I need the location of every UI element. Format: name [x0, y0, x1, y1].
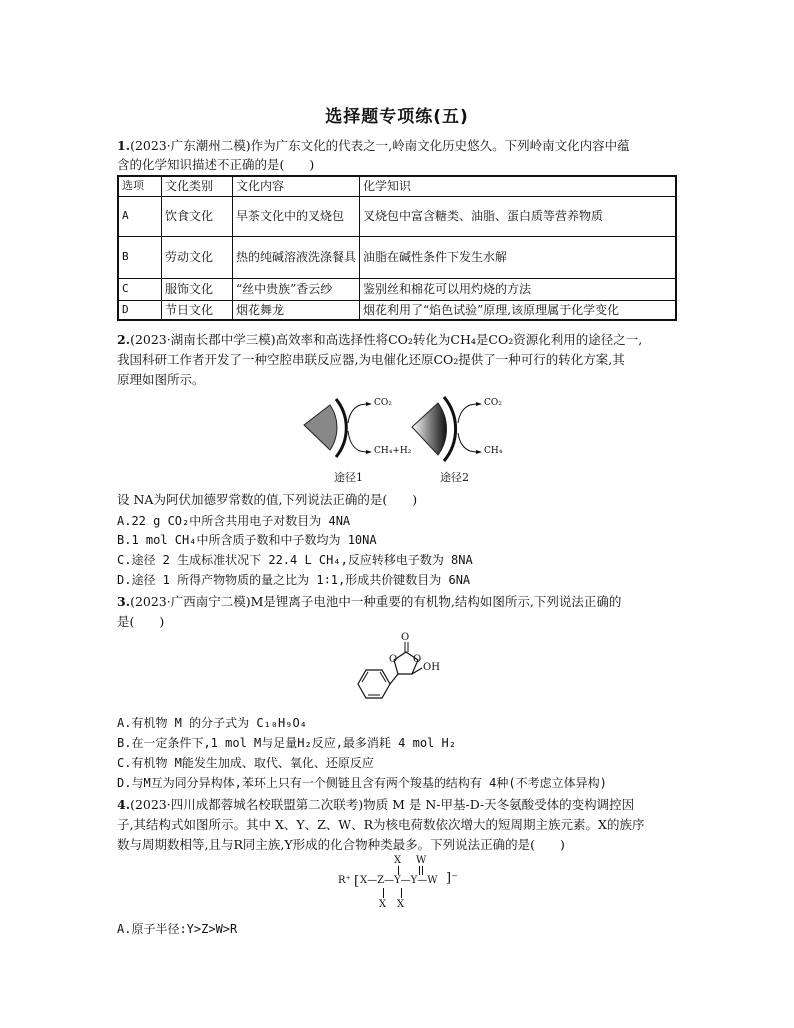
path1-caption: 途径1	[334, 471, 363, 484]
q4-stem-line1	[117, 795, 683, 815]
q1-row-d-content: 烟花舞龙	[233, 300, 360, 320]
q1-row-b-content: 热的纯碱溶液洗涤餐具	[233, 236, 360, 278]
q3-number: 3.	[117, 594, 131, 609]
path1-co2-label: CO₂	[374, 398, 392, 408]
q4-stem-text1: (2023·四川成都蓉城名校联盟第二次联考)物质 M 是 N-甲基-D-天冬氨酸受体的变构调控因	[130, 797, 635, 812]
q2-question-stem: 设 NA为阿伏加德罗常数的值,下列说法正确的是( )	[117, 492, 418, 507]
q4-top-x: X	[394, 855, 402, 866]
q1-header-option: 选项	[118, 176, 162, 196]
q1-header-knowledge: 化学知识	[360, 176, 677, 196]
q1-number: 1.	[117, 138, 131, 153]
q2-option-b[interactable]: B.1 mol CH₄中所含质子数和中子数均为 10NA	[117, 533, 377, 547]
path2-arrow-down	[458, 433, 476, 452]
q1-stem-text1: (2023·广东潮州二模)作为广东文化的代表之一,岭南文化历史悠久。下列岭南文化内容中蕴	[130, 138, 630, 153]
q1-row-a-category: 饮食文化	[162, 196, 233, 236]
q2-stem-line1	[117, 330, 683, 350]
path1-arrow-up	[348, 404, 366, 423]
q4-bottom-x1: X	[379, 899, 387, 910]
table-row	[118, 236, 676, 278]
q1-table-header	[118, 176, 676, 196]
q1-table	[117, 175, 677, 321]
q1-stem-line2: 含的化学知识描述不正确的是( )	[117, 157, 315, 172]
q2-option-c[interactable]: C.途径 2 生成标准状况下 22.4 L CH₄,反应转移电子数为 8NA	[117, 553, 473, 567]
q1-header-content: 文化内容	[233, 176, 360, 196]
path2-product-label: CH₄	[484, 446, 503, 456]
q3-option-a[interactable]: A.有机物 M 的分子式为 C₁₀H₉O₄	[117, 716, 307, 730]
q2-reactor-figure	[290, 395, 530, 490]
q1-row-a-option: A	[118, 196, 162, 236]
q1-row-c-category: 服饰文化	[162, 278, 233, 300]
path1-cavity-arc	[336, 399, 346, 457]
q1-row-b-category: 劳动文化	[162, 236, 233, 278]
q1-row-c-option: C	[118, 278, 162, 300]
q3-stem-line2: 是( )	[117, 614, 165, 629]
table-row	[118, 300, 676, 320]
q4-stem-line3: 数与周期数相等,且与R同主族,Y形成的化合物种类最多。下列说法正确的是( )	[117, 837, 565, 852]
q1-row-c-content: “丝中贵族”香云纱	[233, 278, 360, 300]
path2-caption: 途径2	[440, 471, 469, 484]
q4-top-w: W	[416, 855, 427, 866]
q3-option-b[interactable]: B.在一定条件下,1 mol M与足量H₂反应,最多消耗 4 mol H₂	[117, 736, 456, 750]
q2-option-d[interactable]: D.途径 1 所得产物物质的量之比为 1∶1,形成共价键数目为 6NA	[117, 573, 471, 587]
path1-product-label: CH₄+H₂	[374, 446, 412, 456]
q2-option-a[interactable]: A.22 g CO₂中所含共用电子对数目为 4NA	[117, 514, 351, 528]
q1-row-b-option: B	[118, 236, 162, 278]
q4-structure-formula	[338, 855, 468, 915]
q2-number: 2.	[117, 332, 131, 347]
q3-stem-line1	[117, 592, 683, 612]
q1-row-b-knowledge: 油脂在碱性条件下发生水解	[360, 236, 677, 278]
q4-chain: X—Z—Y—Y—W	[360, 875, 438, 886]
q4-stem-line2: 子,其结构式如图所示。其中 X、Y、Z、W、R为核电荷数依次增大的短周期主族元素。X的族序	[117, 817, 645, 832]
path1-catalyst-shape	[304, 405, 337, 450]
q3-structure-figure	[350, 632, 460, 710]
q1-row-d-category: 节日文化	[162, 300, 233, 320]
path2-co2-label: CO₂	[484, 398, 502, 408]
table-row	[118, 278, 676, 300]
q1-row-a-knowledge: 叉烧包中富含糖类、油脂、蛋白质等营养物质	[360, 196, 677, 236]
q3-option-c[interactable]: C.有机物 M能发生加成、取代、氧化、还原反应	[117, 756, 374, 770]
q1-row-d-option: D	[118, 300, 162, 320]
q3-stem-text1: (2023·广西南宁二模)M是锂离子电池中一种重要的有机物,结构如图所示,下列说法正确的	[130, 594, 622, 609]
q4-bottom-x2: X	[397, 899, 405, 910]
q3-ring-oxygen-left: O	[389, 654, 398, 665]
q2-stem-line3: 原理如图所示。	[117, 372, 205, 387]
q1-stem-line1	[117, 136, 683, 156]
path2-catalyst-shape	[412, 403, 447, 455]
table-row	[118, 196, 676, 236]
q3-option-d[interactable]: D.与M互为同分异构体,苯环上只有一个侧链且含有两个羧基的结构有 4种(不考虑立体异构)	[117, 776, 607, 790]
page-title: 选择题专项练(五)	[325, 107, 469, 127]
q2-stem-line2: 我国科研工作者开发了一种空腔串联反应器,为电催化还原CO₂提供了一种可行的转化方案,其	[117, 352, 625, 367]
q3-carbonyl-oxygen: O	[401, 632, 410, 643]
q4-bracket-close: ]⁻	[446, 871, 458, 886]
q4-number: 4.	[117, 797, 131, 812]
q1-header-category: 文化类别	[162, 176, 233, 196]
path2-arrow-up	[458, 404, 476, 423]
q1-row-d-knowledge: 烟花利用了“焰色试验”原理,该原理属于化学变化	[360, 300, 677, 320]
q1-row-c-knowledge: 鉴别丝和棉花可以用灼烧的方法	[360, 278, 677, 300]
q4-option-a[interactable]: A.原子半径:Y>Z>W>R	[117, 922, 238, 936]
q4-cation: R⁺	[338, 875, 351, 886]
path1-arrow-down	[348, 431, 366, 452]
q3-ring-oxygen-right: O	[413, 654, 422, 665]
q1-row-a-content: 早茶文化中的叉烧包	[233, 196, 360, 236]
q3-hydroxyl-label: OH	[423, 662, 440, 673]
q4-bracket-open: [	[354, 874, 360, 889]
q2-stem-text1: (2023·湖南长郡中学三模)高效率和高选择性将CO₂转化为CH₄是CO₂资源化利用的途径之一,	[130, 332, 643, 347]
